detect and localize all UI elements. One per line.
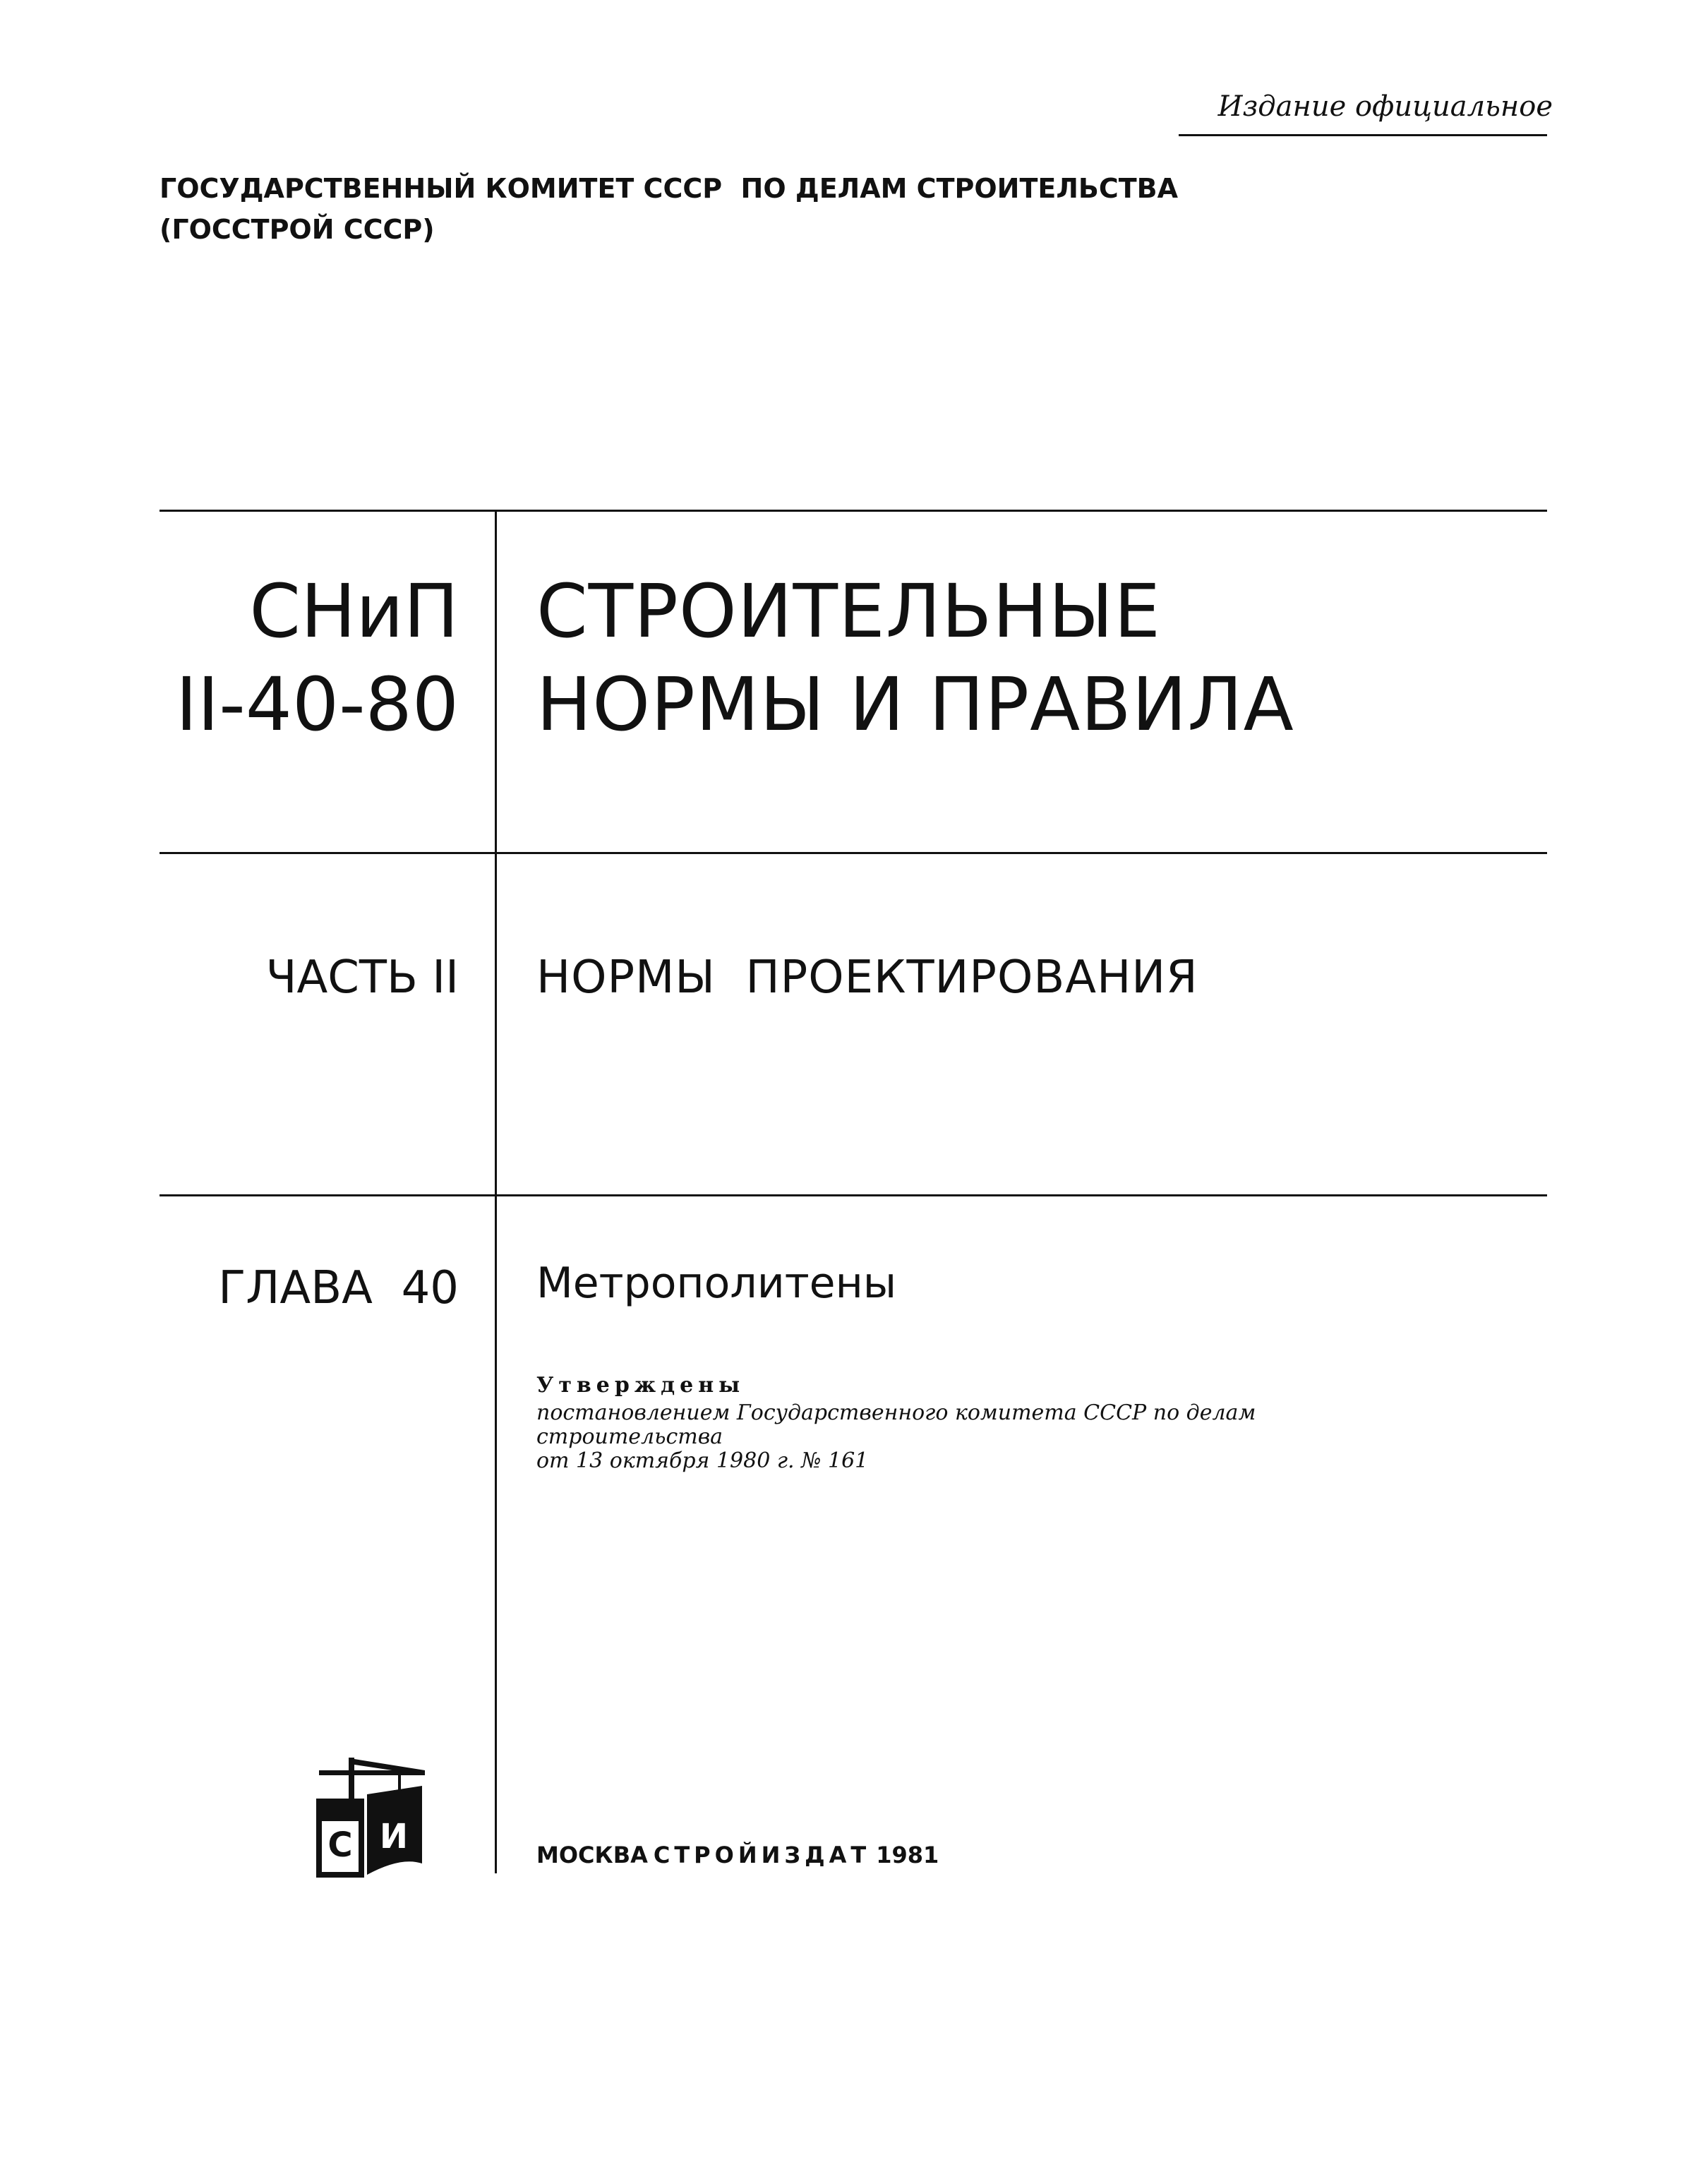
approval-heading: Утверждены bbox=[536, 1373, 745, 1398]
imprint-year: 1981 bbox=[876, 1842, 939, 1868]
logo-letter-left: С bbox=[327, 1825, 353, 1865]
committee-line-2: (ГОССТРОЙ СССР) bbox=[160, 214, 435, 245]
committee-header bbox=[160, 168, 1359, 250]
part-title: НОРМЫ ПРОЕКТИРОВАНИЯ bbox=[536, 952, 1198, 1004]
publisher-logo-icon bbox=[316, 1758, 428, 1878]
main-title bbox=[536, 565, 1294, 751]
document-code-line-2: II-40-80 bbox=[175, 661, 459, 748]
imprint-publisher: СТРОЙИЗДАТ bbox=[653, 1842, 871, 1868]
logo-letter-right: И bbox=[379, 1817, 409, 1856]
rule-middle bbox=[160, 852, 1547, 854]
main-title-line-1: СТРОИТЕЛЬНЫЕ bbox=[536, 568, 1161, 654]
chapter-title: Метрополитены bbox=[536, 1259, 897, 1308]
part-label: ЧАСТЬ II bbox=[265, 952, 459, 1004]
main-title-line-2: НОРМЫ И ПРАВИЛА bbox=[536, 661, 1294, 748]
approval-line-3: от 13 октября 1980 г. № 161 bbox=[536, 1448, 869, 1473]
document-code bbox=[160, 565, 459, 751]
rule-bottom bbox=[160, 1194, 1547, 1196]
imprint-line bbox=[536, 1841, 939, 1869]
chapter-label: ГЛАВА 40 bbox=[218, 1262, 459, 1314]
approval-text bbox=[536, 1401, 1256, 1473]
column-divider bbox=[495, 510, 497, 1873]
approval-line-2: строительства bbox=[536, 1424, 723, 1449]
committee-line-1: ГОСУДАРСТВЕННЫЙ КОМИТЕТ СССР ПО ДЕЛАМ СТРОИТЕЛЬСТВА bbox=[160, 173, 1179, 204]
rule-top bbox=[160, 510, 1547, 512]
imprint-city: МОСКВА bbox=[536, 1842, 648, 1868]
edition-note: Издание официальное bbox=[1217, 90, 1553, 123]
edition-underline bbox=[1179, 134, 1547, 136]
approval-line-1: постановлением Государственного комитета СССР по делам bbox=[536, 1400, 1256, 1425]
document-code-line-1: СНиП bbox=[249, 568, 459, 654]
